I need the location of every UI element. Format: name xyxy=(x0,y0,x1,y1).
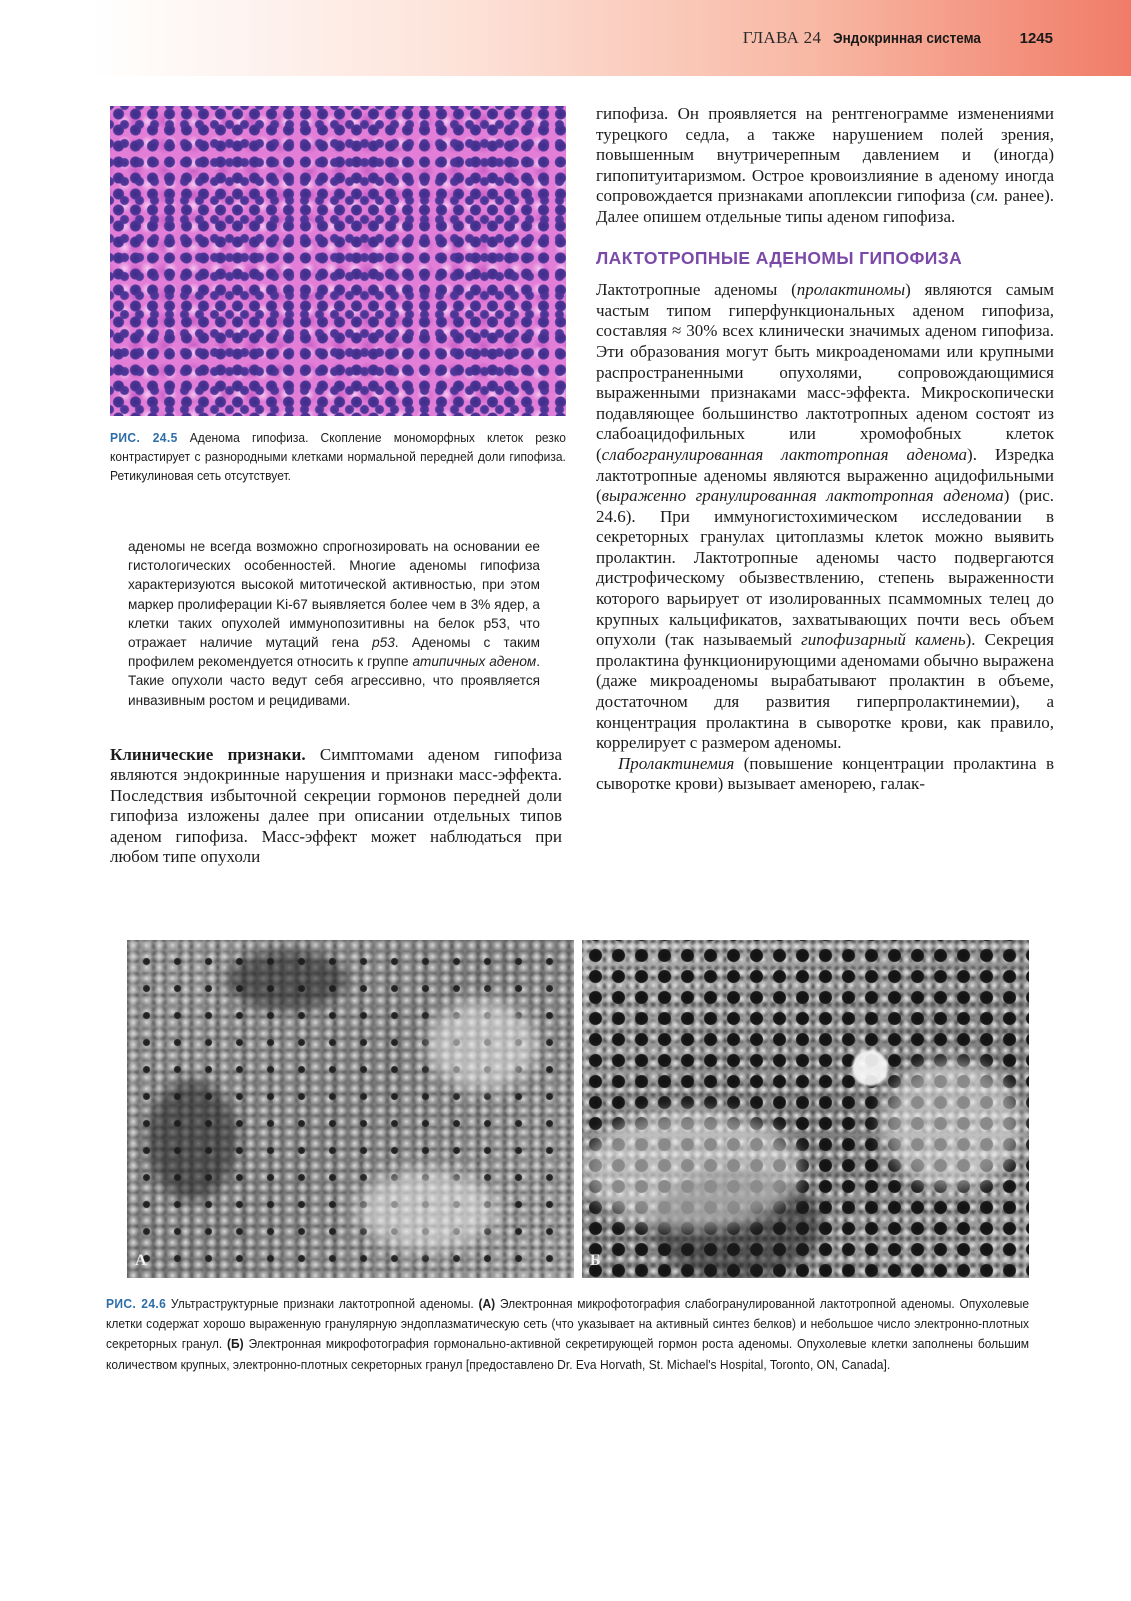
em-vacuole xyxy=(852,1050,888,1086)
box-text-part-2: . Аденомы с таким профилем рекомендуется относить к группе xyxy=(128,635,540,670)
em-nucleus-region xyxy=(147,1080,237,1200)
prolactinemia-term: Пролактинемия xyxy=(618,753,735,773)
clinical-features-heading: Клинические признаки. xyxy=(110,745,306,764)
figure-24-5-histology-image xyxy=(110,106,566,416)
paragraph-lactotroph-adenomas xyxy=(596,280,1054,754)
box-text-part-3: . Такие опухоли часто ведут себя агрессивно, что проявляется инвазивным ростом и рецидивами. xyxy=(128,654,540,708)
panel-a-letter: A xyxy=(135,1252,147,1269)
clinical-features-text: Симптомами аденом гипофиза являются эндокринные нарушения и признаки масс-эффекта. Последствия избыточной секреции гормонов передней доли гипофиза изложены далее при описании отдельных типов аденом гипофиза. Масс-эффект может наблюдаться при любом типе опухоли xyxy=(110,745,562,867)
chapter-number: ГЛАВА 24 xyxy=(742,28,822,47)
para1-text-a: гипофиза. Он проявляется на рентгенограмме изменениями турецкого седла, а также нарушением полей зрения, повышенным внутричерепным давлением и (иногда) гипопитуитаризмом. Острое кровоизлияние в аденому иногда сопровождается признаками апоплексии гипофиза ( xyxy=(596,104,1054,206)
clinical-features-paragraph xyxy=(110,745,562,867)
sparsely-granulated-term: слабогранулированная лактотропная аденома xyxy=(601,444,968,464)
p2-text-e: ). Секреция пролактина функционирующими аденомами обычно выражена (даже микроаденомы вырабатывают пролактин в объеме, достаточном для развития гиперпролактинемии), а концентрация пролактина в сыворотке крови, как правило, коррелирует с размером аденомы. xyxy=(596,630,1055,753)
paragraph-pituitary-mass-effect xyxy=(596,104,1054,228)
p2-text-b: ) являются самым частым типом гиперфункциональных аденом гипофиза, составляя ≈ 30% всех клинически значимых аденом гипофиза. Эти образования могут быть микроаденомами или крупными распространенными опухолями, сопровождающимися выраженными признаками масс-эффекта. Микроскопически подавляющее большинство лактотропных аденом состоят из слабоацидофильных или хромофобных клеток ( xyxy=(596,280,1054,464)
figure-24-6-caption xyxy=(106,1294,1029,1375)
atypical-adenoma-box xyxy=(128,537,540,710)
em-cytoplasm-region xyxy=(582,1110,802,1230)
em-nucleus-region xyxy=(227,950,347,1010)
gene-name: p53 xyxy=(372,635,395,651)
page-header xyxy=(0,0,1131,76)
figure-24-6-caption-part-1: Ультраструктурные признаки лактотропной аденомы. xyxy=(166,1296,479,1311)
chapter-title: Эндокринная система xyxy=(833,30,982,47)
em-cytoplasm-region xyxy=(882,1060,1022,1190)
p2-text-c: ). Изредка лактотропные аденомы являются выраженно ацидофильными ( xyxy=(596,444,1054,506)
box-paragraph xyxy=(128,537,540,710)
box-text-part-1: аденомы не всегда возможно спрогнозировать на основании ее гистологических особенностей. Многие аденомы гипофиза характеризуются высокой митотической активностью, при этом маркер пролиферации Ki-67 выявляется более чем в 3% ядер, а клетки таких опухолей иммунопозитивны на белок p53, что отражает наличие мутаций гена xyxy=(128,539,540,651)
figure-24-6-caption-part-2: Электронная микрофотография слабогранулированной лактотропной аденомы. Опухолевые клетки содержат хорошо выраженную гранулярную эндоплазматическую сеть (что указывает на активный синтез белков) и небольшое число электронно-плотных секреторных гранул. xyxy=(106,1296,1030,1352)
em-cytoplasm-region xyxy=(427,1000,537,1090)
figure-24-5-caption xyxy=(110,428,566,485)
para1-text-b: ранее). Далее опишем отдельные типы аденом гипофиза. xyxy=(596,186,1054,226)
running-head xyxy=(743,28,1053,52)
densely-granulated-term: выраженно гранулированная лактотропная аденома xyxy=(601,486,1004,506)
p3-text: (повышение концентрации пролактина в сыворотке крови) вызывает аменорею, галак- xyxy=(596,753,1054,794)
figure-24-6-panel-a-image xyxy=(127,940,574,1278)
pituitary-stone-term: гипофизарный камень xyxy=(801,630,966,650)
p2-text-a: Лактотропные аденомы ( xyxy=(596,280,797,300)
caption-panel-a-marker: (А) xyxy=(478,1296,496,1311)
figure-24-6-caption-part-3: Электронная микрофотография гормонально-активной секретирующей гормон роста аденомы. Опухолевые клетки заполнены большим количеством крупных, электронно-плотных секреторных гранул [предоставлено Dr. Eva Horvath, St. Michael's Hospital, Toronto, ON, Canada]. xyxy=(106,1336,1030,1372)
figure-24-5-label: РИС. 24.5 xyxy=(110,430,178,445)
prolactinomas-term: пролактиномы xyxy=(796,280,906,300)
right-column xyxy=(596,104,1054,795)
page-number: 1245 xyxy=(1019,30,1053,47)
see-reference: см. xyxy=(976,186,999,206)
caption-panel-b-marker: (Б) xyxy=(227,1336,244,1352)
section-heading-lactotroph-adenomas: ЛАКТОТРОПНЫЕ АДЕНОМЫ ГИПОФИЗА xyxy=(596,247,963,268)
figure-24-5-caption-text: Аденома гипофиза. Скопление мономорфных клеток резко контрастирует с разнородными клетками нормальной передней доли гипофиза. Ретикулиновая сеть отсутствует. xyxy=(110,430,566,483)
atypical-adenoma-term: атипичных аденом xyxy=(412,654,537,670)
em-cytoplasm-region xyxy=(357,1170,497,1250)
p2-text-d: ) (рис. 24.6). При иммуногистохимическом исследовании в секреторных гранулах цитоплазмы клеток можно выявить пролактин. Лактотропные аденомы часто подвергаются дистрофическому обызвествлению, степень выраженности которого варьирует от изолированных псаммомных телец до крупных кальцификатов, захватывающих почти весь объем опухоли (так называемый xyxy=(596,486,1054,650)
panel-b-letter: Б xyxy=(590,1252,601,1269)
figure-24-6-panel-b-image xyxy=(582,940,1029,1278)
paragraph-prolactinemia xyxy=(596,754,1054,795)
figure-24-6-label: РИС. 24.6 xyxy=(106,1296,167,1311)
